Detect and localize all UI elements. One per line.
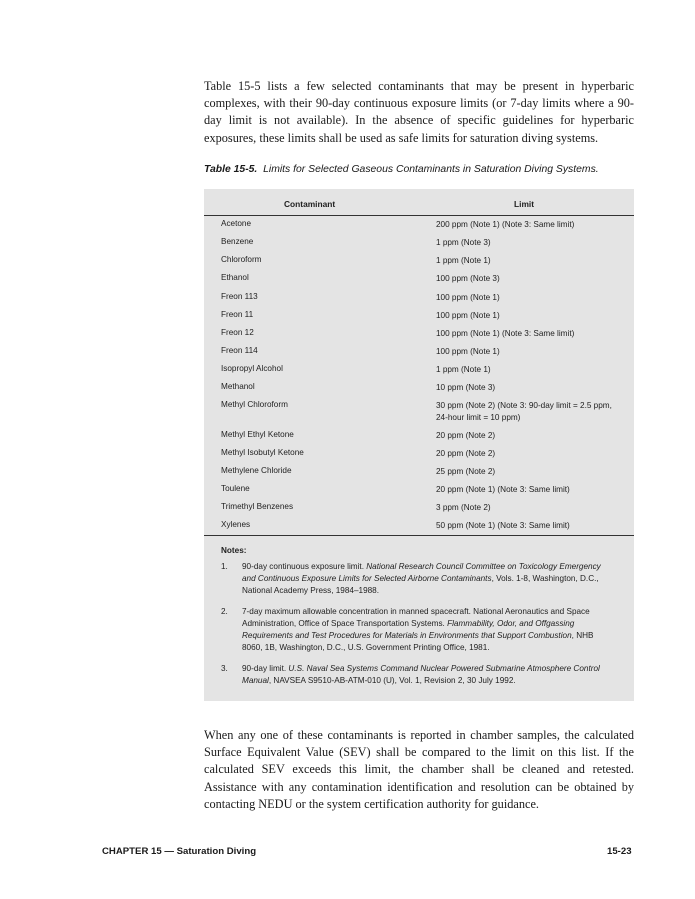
footer-chapter: CHAPTER 15 — Saturation Diving — [102, 846, 257, 857]
contaminant-cell: Acetone — [221, 219, 252, 228]
note-number: 1. — [221, 562, 228, 571]
limit-cell: 20 ppm (Note 2) — [436, 431, 496, 440]
contaminant-cell: Ethanol — [221, 273, 249, 282]
note-number: 3. — [221, 664, 228, 673]
note-citation-details: , NHB 8060, 1B, Washington, D.C., U.S. Government Printing Office, 1981. — [242, 631, 594, 652]
header-limit: Limit — [514, 199, 535, 209]
limit-cell: 100 ppm (Note 3) — [436, 274, 500, 283]
note-citation-details: , Vols. 1-8, Washington, D.C., National Academy Press, 1984–1988. — [242, 574, 599, 595]
contaminant-cell: Xylenes — [221, 520, 251, 529]
table-caption-title: Limits for Selected Gaseous Contaminants in Saturation Diving Systems. — [263, 164, 599, 175]
limit-cell: 20 ppm (Note 1) (Note 3: Same limit) — [436, 485, 570, 494]
note-text — [242, 606, 612, 654]
footer-page-number: 15-23 — [607, 846, 632, 857]
note-citation-details: , NAVSEA S9510-AB-ATM-010 (U), Vol. 1, Revision 2, 30 July 1992. — [268, 676, 516, 685]
intro-paragraph: Table 15-5 lists a few selected contaminants that may be present in hyperbaric complexes, with their 90-day continuous exposure limits (or 7-day limits where a 90-day limit is not available). In the absence of specific guidelines for hyperbaric exposures, these limits shall be used as safe limits for saturation diving systems. — [204, 79, 634, 145]
contaminant-cell: Freon 12 — [221, 328, 254, 337]
table-caption-label: Table 15-5. — [204, 164, 258, 175]
limit-cell: 1 ppm (Note 3) — [436, 238, 491, 247]
note-text — [242, 663, 612, 687]
contaminant-cell: Methanol — [221, 382, 255, 391]
notes-title: Notes: — [221, 546, 247, 555]
note-text — [242, 561, 612, 597]
limit-cell: 200 ppm (Note 1) (Note 3: Same limit) — [436, 220, 575, 229]
contaminant-cell: Freon 114 — [221, 346, 258, 355]
limit-cell: 3 ppm (Note 2) — [436, 503, 491, 512]
header-rule — [204, 215, 634, 216]
contaminant-cell: Methyl Ethyl Ketone — [221, 430, 294, 439]
table-caption — [204, 164, 644, 175]
limit-cell: 100 ppm (Note 1) — [436, 293, 500, 302]
note-plain-text: 90-day limit. — [242, 664, 287, 673]
note-number: 2. — [221, 607, 228, 616]
limit-cell: 100 ppm (Note 1) — [436, 311, 500, 320]
contaminant-cell: Methyl Isobutyl Ketone — [221, 448, 304, 457]
contaminant-cell: Chloroform — [221, 255, 262, 264]
outro-paragraph: When any one of these contaminants is reported in chamber samples, the calculated Surface Equivalent Value (SEV) shall be compared to the limit on this list. If the calculated SEV exceeds this limit, the chamber shall be cleaned and retested. Assistance with any contamination identification and resolution can be obtained by contacting NEDU or the system certification authority for guidance. — [204, 728, 634, 811]
limit-cell: 20 ppm (Note 2) — [436, 449, 496, 458]
limit-cell: 1 ppm (Note 1) — [436, 256, 491, 265]
contaminant-cell: Methylene Chloride — [221, 466, 292, 475]
note-plain-text: 90-day continuous exposure limit. — [242, 562, 364, 571]
limit-cell: 50 ppm (Note 1) (Note 3: Same limit) — [436, 521, 570, 530]
contaminants-table — [204, 189, 634, 701]
contaminant-cell: Toulene — [221, 484, 250, 493]
header-contaminant: Contaminant — [284, 199, 336, 209]
contaminant-cell: Freon 11 — [221, 310, 254, 319]
contaminant-cell: Isopropyl Alcohol — [221, 364, 283, 373]
note-citation-title: Flammability, Odor, and Offgassing Requirements and Test Procedures for Materials in Environments that Support Combustion — [242, 619, 575, 640]
contaminant-cell: Methyl Chloroform — [221, 400, 288, 409]
limit-cell: 100 ppm (Note 1) (Note 3: Same limit) — [436, 329, 575, 338]
limit-cell: 30 ppm (Note 2) (Note 3: 90-day limit = 2.5 ppm, 24-hour limit = 10 ppm) — [436, 401, 612, 422]
note-citation-title: U.S. Naval Sea Systems Command Nuclear Powered Submarine Atmosphere Control Manual — [242, 664, 600, 685]
limit-cell: 10 ppm (Note 3) — [436, 383, 496, 392]
contaminant-cell: Trimethyl Benzenes — [221, 502, 294, 511]
limit-cell: 25 ppm (Note 2) — [436, 467, 496, 476]
note-plain-text: 7-day maximum allowable concentration in manned spacecraft. National Aeronautics and Space Administration, Office of Space Transportation Systems. — [242, 607, 590, 628]
body-rule — [204, 535, 634, 536]
limit-cell: 1 ppm (Note 1) — [436, 365, 491, 374]
limit-cell: 100 ppm (Note 1) — [436, 347, 500, 356]
contaminant-cell: Freon 113 — [221, 292, 258, 301]
note-citation-title: National Research Council Committee on Toxicology Emergency and Continuous Exposure Limits for Selected Airborne Contaminants — [242, 562, 601, 583]
contaminant-cell: Benzene — [221, 237, 254, 246]
